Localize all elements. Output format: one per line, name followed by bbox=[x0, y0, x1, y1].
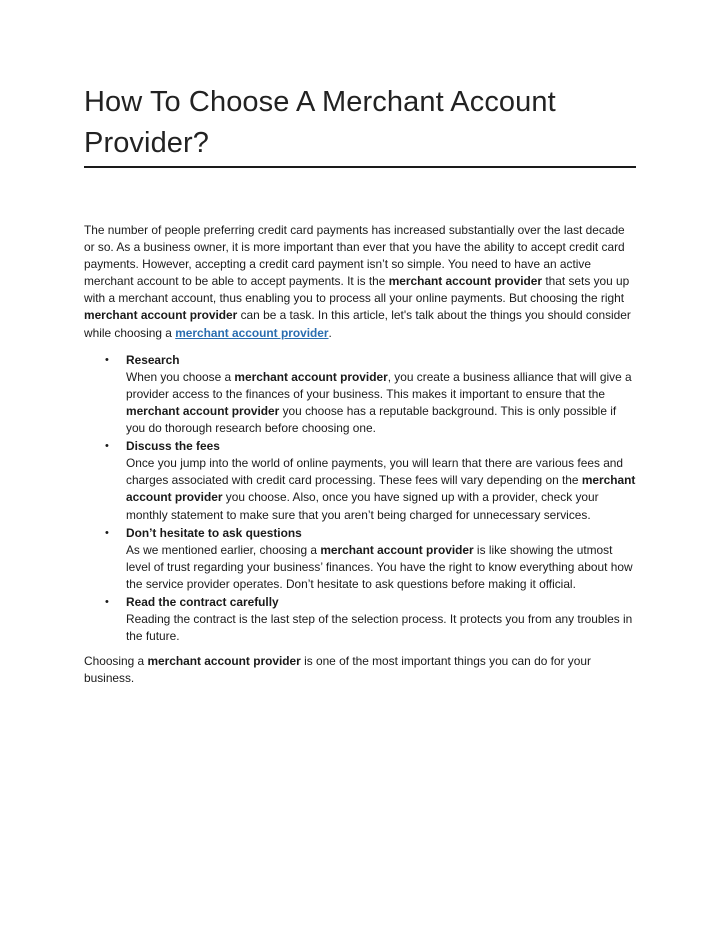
bullet-icon: • bbox=[105, 526, 109, 539]
item-text-1: Once you jump into the world of online payments, you will learn that there are various fees and charges associated with credit card processing. These fees will vary depending on the bbox=[126, 456, 624, 488]
item-text-3: you choose has a reputable background. This is only possible if you do thorough research before choosing one. bbox=[126, 403, 617, 436]
list-item-text: Reading the contract is the last step of the selection process. It protects you from any troubles in the future. bbox=[126, 612, 633, 644]
document-title: How To Choose A Merchant Account Provider? bbox=[84, 86, 556, 159]
bullet-icon: • bbox=[105, 440, 109, 453]
list-item-text bbox=[126, 455, 636, 523]
item-bold-keyword-1: merchant account provider bbox=[234, 369, 388, 384]
list-item-discuss-fees bbox=[84, 438, 636, 523]
item-bold-keyword-1: merchant account provider bbox=[126, 473, 636, 505]
tips-list bbox=[84, 352, 636, 646]
list-item-text bbox=[126, 369, 636, 437]
intro-bold-keyword-2: merchant account provider bbox=[84, 308, 238, 323]
list-item-heading: Discuss the fees bbox=[126, 439, 220, 454]
intro-text-4: . bbox=[328, 325, 332, 340]
list-item-heading: Read the contract carefully bbox=[126, 594, 279, 609]
item-text-2: , you create a business alliance that will give a provider access to the finances of your business. This makes it important to ensure that the bbox=[126, 369, 632, 401]
list-item-text bbox=[126, 542, 636, 593]
list-item-heading: Research bbox=[126, 352, 180, 367]
closing-paragraph bbox=[84, 653, 636, 687]
intro-text-1: The number of people preferring credit card payments has increased substantially over the last decade or so. As a business owner, it is more important than ever that you have the ability to accept credit card payments. However, accepting a credit card payment isn’t so simple. You need to have an active merchant account to be able to accept payments. It is the bbox=[84, 223, 625, 289]
item-bold-keyword-1: merchant account provider bbox=[320, 542, 474, 557]
item-text-1: As we mentioned earlier, choosing a bbox=[126, 542, 321, 557]
list-item-research bbox=[84, 352, 636, 437]
list-item-ask-questions bbox=[84, 525, 636, 593]
item-text-1: When you choose a bbox=[126, 369, 235, 384]
closing-text-2: is one of the most important things you can do for your business. bbox=[84, 654, 591, 686]
closing-bold-keyword: merchant account provider bbox=[147, 654, 301, 669]
intro-paragraph bbox=[84, 222, 636, 342]
list-item-heading: Don’t hesitate to ask questions bbox=[126, 525, 302, 540]
intro-text-3: can be a task. In this article, let's talk about the things you should consider while choosing a bbox=[84, 308, 631, 340]
intro-text-2: that sets you up with a merchant account, thus enabling you to process all your online payments. But choosing the right bbox=[84, 274, 630, 306]
article-body bbox=[84, 222, 636, 687]
closing-text-1: Choosing a bbox=[84, 654, 148, 669]
bullet-icon: • bbox=[105, 595, 109, 608]
list-item-read-contract bbox=[84, 594, 636, 645]
item-text-2: is like showing the utmost level of trust regarding your business’ finances. You have the right to know everything about how the service provider operates. Don’t hesitate to ask questions before making it official. bbox=[126, 542, 633, 591]
item-text-2: you choose. Also, once you have signed up with a provider, check your monthly statement to make sure that you aren’t being charged for unnecessary services. bbox=[126, 490, 599, 522]
merchant-account-provider-link[interactable]: merchant account provider bbox=[175, 325, 329, 340]
title-underline-rule bbox=[84, 166, 636, 168]
bullet-icon: • bbox=[105, 353, 109, 366]
item-bold-keyword-2: merchant account provider bbox=[126, 403, 280, 418]
intro-bold-keyword-1: merchant account provider bbox=[388, 274, 543, 289]
